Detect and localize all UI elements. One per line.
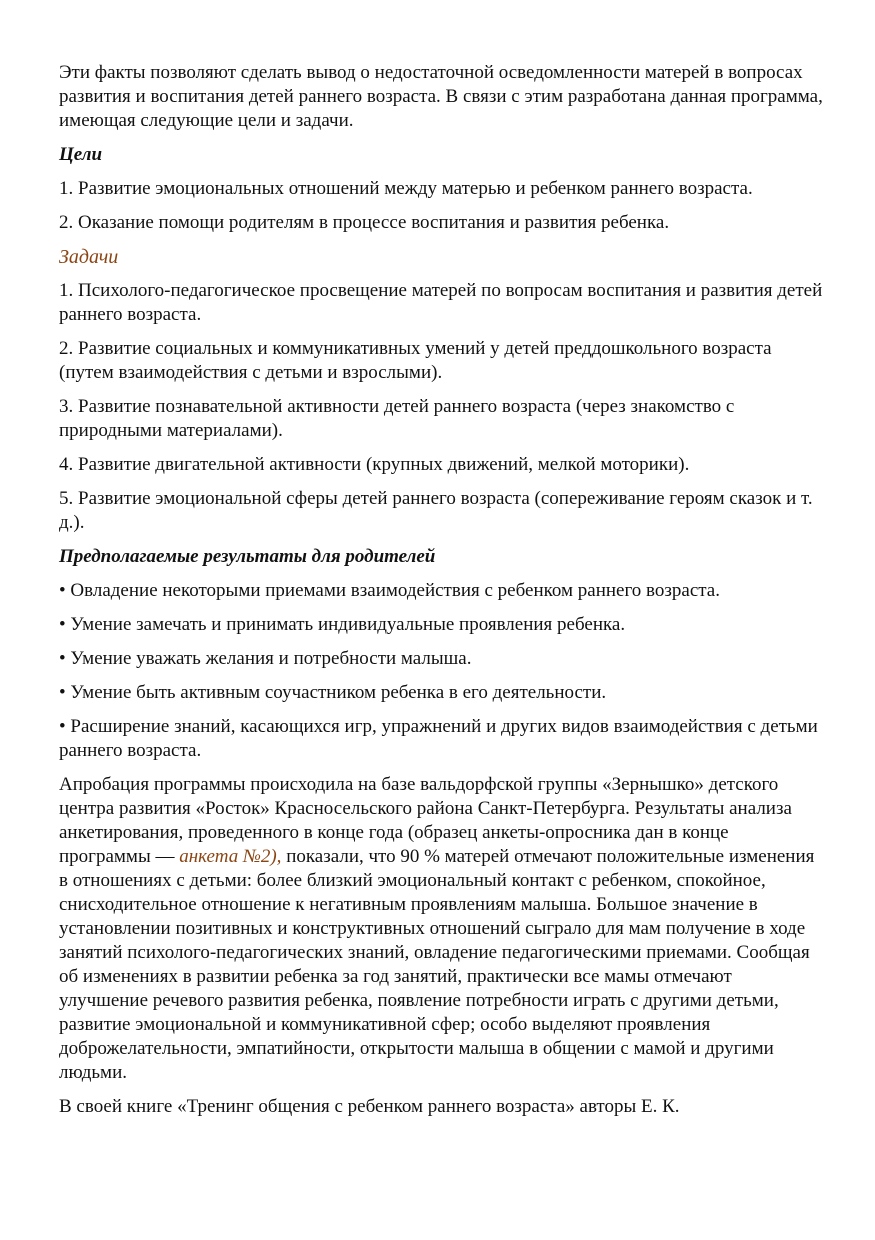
closing-paragraph: В своей книге «Тренинг общения с ребенком раннего возраста» авторы Е. К. bbox=[59, 1096, 680, 1117]
task-item: 5. Развитие эмоциональной сферы детей раннего возраста (сопереживание героям сказок и т. д.). bbox=[59, 488, 813, 533]
result-item: • Расширение знаний, касающихся игр, упражнений и других видов взаимодействия с детьми раннего возраста. bbox=[59, 716, 818, 761]
tasks-heading: Задачи bbox=[59, 246, 119, 268]
approbation-paragraph bbox=[59, 773, 823, 1085]
task-item: 2. Развитие социальных и коммуникативных умений у детей преддошкольного возраста (путем взаимодействия с детьми и взрослыми). bbox=[59, 338, 772, 383]
goal-item: 2. Оказание помощи родителям в процессе воспитания и развития ребенка. bbox=[59, 212, 670, 233]
result-item: • Умение быть активным соучастником ребенка в его деятельности. bbox=[59, 682, 607, 703]
goal-item: 1. Развитие эмоциональных отношений между матерью и ребенком раннего возраста. bbox=[59, 178, 753, 199]
result-item: • Умение уважать желания и потребности малыша. bbox=[59, 648, 472, 669]
approbation-text-after: показали, что 90 % матерей отмечают положительные изменения в отношениях с детьми: более близкий эмоциональный контакт с ребенком, спокойное, снисходительное отношение к негативным проявлениям малыша. Большое значение в установлении позитивных и конструктивных отношений сыграло для мам получение в ходе занятий психолого-педагогических знаний, овладение педагогическими приемами. Сообщая об изменениях в развитии ребенка за год занятий, практически все мамы отмечают улучшение речевого развития ребенка, появление потребности играть с другими детьми, развитие эмоциональной и коммуникативной сфер; особо выделяют проявления доброжелательности, эмпатийности, открытости малыша в общении с мамой и другими людьми. bbox=[59, 846, 815, 1083]
result-item: • Умение замечать и принимать индивидуальные проявления ребенка. bbox=[59, 614, 626, 635]
intro-paragraph: Эти факты позволяют сделать вывод о недостаточной осведомленности матерей в вопросах развития и воспитания детей раннего возраста. В связи с этим разработана данная программа, имеющая следующие цели и задачи. bbox=[59, 62, 823, 131]
goals-heading: Цели bbox=[59, 144, 103, 165]
result-item: • Овладение некоторыми приемами взаимодействия с ребенком раннего возраста. bbox=[59, 580, 720, 601]
results-heading: Предполагаемые результаты для родителей bbox=[59, 546, 436, 567]
task-item: 3. Развитие познавательной активности детей раннего возраста (через знакомство с природными материалами). bbox=[59, 396, 735, 441]
task-item: 1. Психолого-педагогическое просвещение матерей по вопросам воспитания и развития детей раннего возраста. bbox=[59, 280, 823, 325]
task-item: 4. Развитие двигательной активности (крупных движений, мелкой моторики). bbox=[59, 454, 690, 475]
questionnaire-link[interactable]: анкета №2), bbox=[179, 846, 282, 867]
approbation-text-before: Апробация программы происходила на базе вальдорфской группы «Зернышко» детского центра развития «Росток» Красносельского района Санкт-Петербурга. Результаты анализа анкетирования, проведенного в конце года (образец анкеты-опросника дан в конце программы — bbox=[59, 774, 792, 867]
